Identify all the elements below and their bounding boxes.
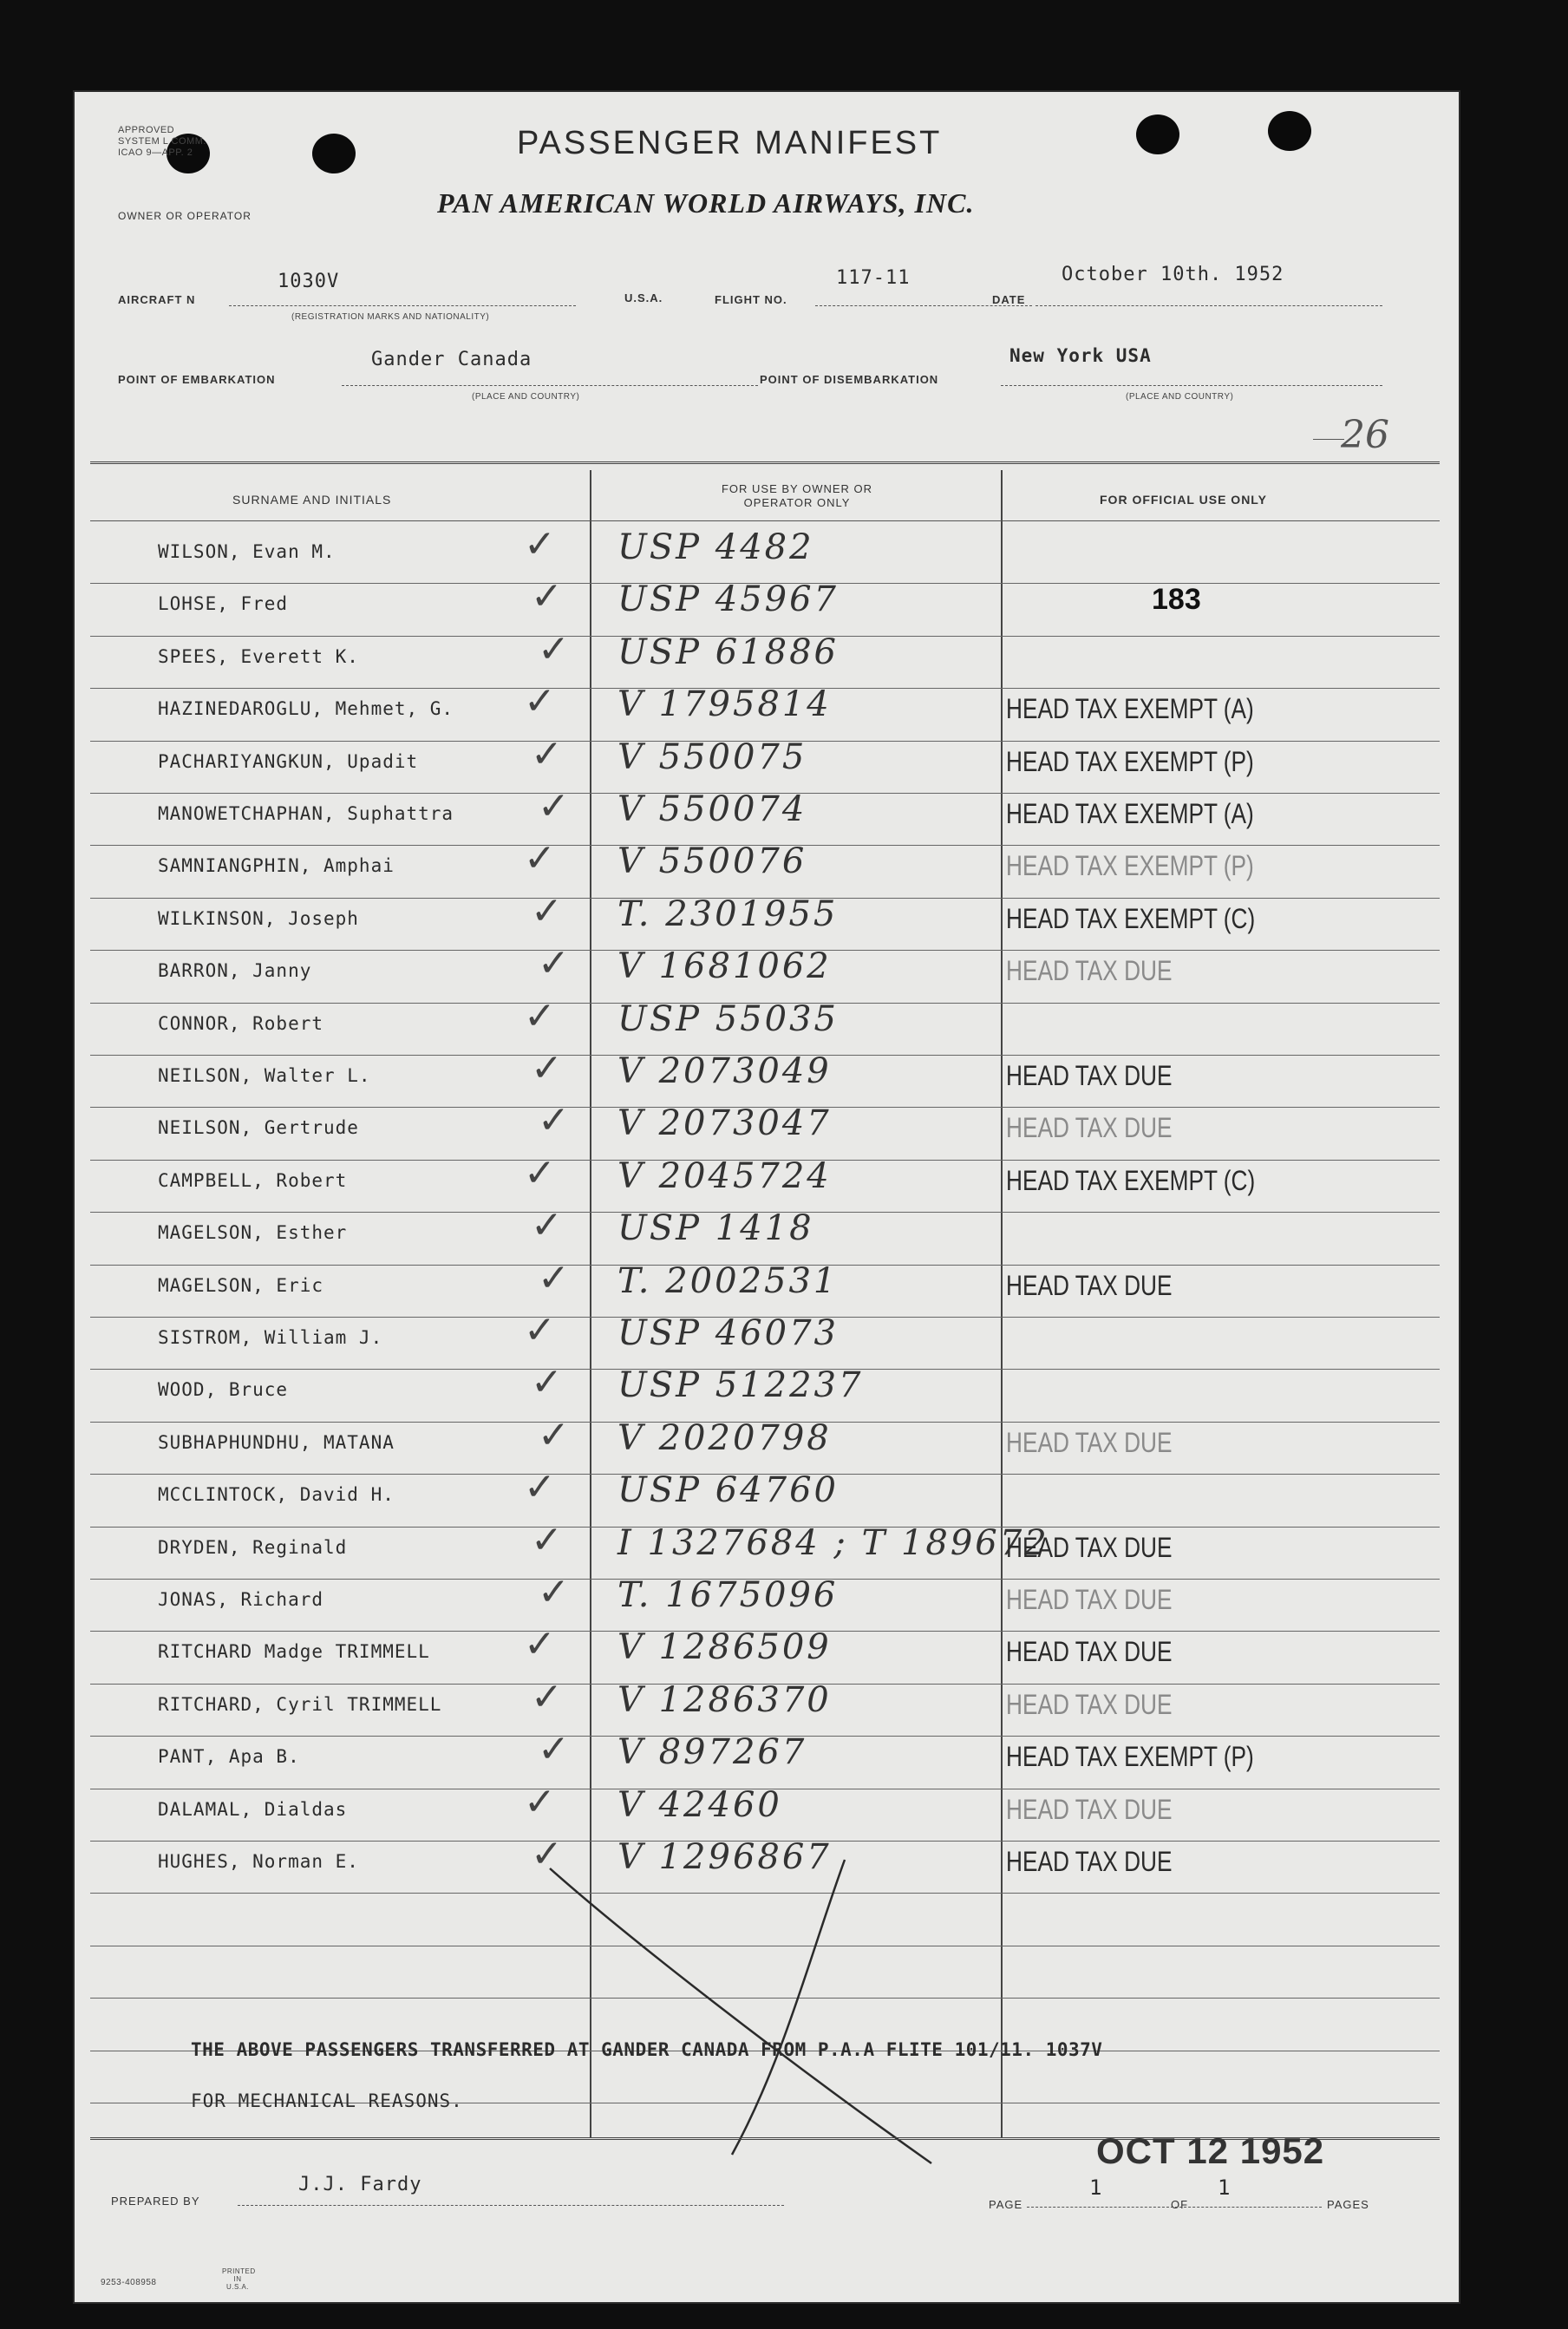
table-row	[73, 1308, 1460, 1371]
official-stamp: HEAD TAX EXEMPT (P)	[1006, 850, 1254, 882]
official-stamp: HEAD TAX DUE	[1006, 1793, 1173, 1825]
check-mark-icon: ✓	[524, 836, 556, 881]
table-row	[73, 1150, 1460, 1214]
passenger-name: DRYDEN, Reginald	[158, 1536, 348, 1558]
form-number: 9253-408958	[101, 2278, 157, 2287]
table-top-rule	[90, 461, 1440, 464]
table-row	[73, 731, 1460, 795]
owner-label: OWNER OR OPERATOR	[118, 210, 252, 222]
passenger-name: MANOWETCHAPHAN, Suphattra	[158, 803, 454, 824]
operator-name: PAN AMERICAN WORLD AIRWAYS, INC.	[437, 187, 975, 219]
printed-note: PRINTED IN U.S.A.	[222, 2267, 256, 2291]
page-number: 1	[1089, 2175, 1103, 2200]
table-row	[73, 1674, 1460, 1737]
document-number: V 550074	[617, 789, 807, 829]
passenger-name: DALAMAL, Dialdas	[158, 1798, 348, 1820]
usa-label: U.S.A.	[624, 291, 663, 304]
table-row	[73, 1622, 1460, 1685]
disembark-value: New York USA	[1009, 345, 1152, 366]
embark-value: Gander Canada	[371, 349, 532, 370]
table-row	[73, 1412, 1460, 1475]
document-number: USP 46073	[617, 1313, 839, 1353]
official-stamp: HEAD TAX DUE	[1006, 1060, 1173, 1091]
passenger-name: RITCHARD Madge TRIMMELL	[158, 1641, 430, 1663]
document-number: USP 1418	[617, 1208, 814, 1249]
check-mark-icon: ✓	[531, 888, 563, 933]
check-mark-icon: ✓	[524, 679, 556, 724]
check-mark-icon: ✓	[538, 1727, 570, 1772]
table-row	[73, 836, 1460, 899]
document-number: T. 2002531	[617, 1260, 839, 1301]
check-mark-icon: ✓	[538, 1255, 570, 1300]
aircraft-label: AIRCRAFT N	[118, 293, 196, 306]
column-header-names: SURNAME AND INITIALS	[232, 493, 392, 507]
cross-out-mark	[524, 1842, 957, 2172]
approved-line: SYSTEM L COMM.	[118, 136, 206, 147]
pages-label: PAGES	[1327, 2198, 1369, 2211]
header-rule	[90, 520, 1440, 521]
passenger-name: CAMPBELL, Robert	[158, 1169, 348, 1191]
table-row	[73, 993, 1460, 1057]
document-number: V 2073049	[617, 1051, 832, 1091]
passenger-name: MAGELSON, Esther	[158, 1222, 348, 1244]
table-row	[73, 1727, 1460, 1789]
official-stamp: HEAD TAX DUE	[1006, 1112, 1173, 1144]
official-stamp: HEAD TAX EXEMPT (P)	[1006, 1741, 1254, 1773]
check-mark-icon: ✓	[531, 1046, 563, 1090]
check-mark-icon: ✓	[524, 1779, 556, 1824]
passenger-name: CONNOR, Robert	[158, 1012, 324, 1034]
table-row	[73, 941, 1460, 1004]
official-stamp: HEAD TAX EXEMPT (A)	[1006, 798, 1254, 829]
passenger-name: SAMNIANGPHIN, Amphai	[158, 855, 395, 877]
official-stamp: HEAD TAX DUE	[1006, 1269, 1173, 1301]
document-number: V 1296867	[617, 1837, 832, 1877]
check-mark-icon: ✓	[538, 1570, 570, 1614]
aircraft-value: 1030V	[278, 271, 340, 292]
of-label: OF	[1171, 2198, 1189, 2211]
date-underline	[1036, 305, 1382, 306]
document-number: USP 55035	[617, 998, 839, 1039]
check-mark-icon: ✓	[531, 1674, 563, 1719]
check-mark-icon: ✓	[524, 1465, 556, 1510]
check-mark-icon: ✓	[538, 784, 570, 828]
passenger-name: LOHSE, Fred	[158, 593, 289, 615]
passenger-name: SPEES, Everett K.	[158, 645, 359, 667]
table-row	[73, 1098, 1460, 1161]
check-mark-icon: ✓	[531, 1360, 563, 1405]
prepared-underline	[238, 2205, 784, 2206]
transfer-note-reason: FOR MECHANICAL REASONS.	[191, 2090, 463, 2111]
document-number: USP 61886	[617, 631, 839, 672]
page-title: PASSENGER MANIFEST	[517, 125, 943, 161]
official-stamp: HEAD TAX EXEMPT (C)	[1006, 1164, 1256, 1196]
passenger-name: BARRON, Janny	[158, 960, 312, 982]
official-stamp: HEAD TAX EXEMPT (A)	[1006, 693, 1254, 725]
embark-label: POINT OF EMBARKATION	[118, 373, 276, 386]
passenger-name: WILSON, Evan M.	[158, 541, 336, 562]
official-stamp: HEAD TAX DUE	[1006, 1688, 1173, 1720]
pages-number: 1	[1218, 2175, 1232, 2200]
passenger-name: MCCLINTOCK, David H.	[158, 1484, 395, 1506]
document-number: USP 512237	[617, 1365, 864, 1406]
manifest-sheet	[73, 90, 1460, 2304]
check-mark-icon: ✓	[524, 993, 556, 1038]
official-stamp: HEAD TAX DUE	[1006, 1846, 1173, 1877]
table-row	[73, 1255, 1460, 1318]
approved-block	[118, 125, 206, 159]
punch-hole	[312, 134, 356, 173]
table-row	[73, 1046, 1460, 1109]
official-stamp: HEAD TAX EXEMPT (C)	[1006, 902, 1256, 934]
document-number: V 1681062	[617, 946, 832, 987]
page-underline	[1027, 2207, 1322, 2208]
check-mark-icon: ✓	[524, 1308, 556, 1352]
document-number: V 42460	[617, 1784, 782, 1825]
passenger-name: SISTROM, William J.	[158, 1327, 383, 1348]
passenger-name: WOOD, Bruce	[158, 1379, 289, 1401]
check-mark-icon: ✓	[538, 1098, 570, 1143]
official-stamp: HEAD TAX DUE	[1006, 955, 1173, 987]
official-stamp: HEAD TAX DUE	[1006, 1531, 1173, 1563]
transfer-note: THE ABOVE PASSENGERS TRANSFERRED AT GANDER CANADA FROM P.A.A FLITE 101/11. 1037V	[191, 2039, 1103, 2060]
punch-hole	[1268, 111, 1311, 151]
document-number: V 1286370	[617, 1679, 832, 1720]
check-mark-icon: ✓	[531, 731, 563, 776]
received-date-stamp: OCT 12 1952	[1096, 2130, 1325, 2171]
passenger-name: SUBHAPHUNDHU, MATANA	[158, 1431, 395, 1453]
check-mark-icon: ✓	[524, 522, 556, 566]
approved-line: APPROVED	[118, 125, 175, 135]
disembark-label: POINT OF DISEMBARKATION	[760, 373, 939, 386]
table-row	[73, 784, 1460, 847]
check-mark-icon: ✓	[538, 1412, 570, 1457]
document-number: T. 1675096	[617, 1575, 839, 1615]
disembark-underline	[1001, 385, 1382, 386]
approved-line: ICAO 9—APP. 2	[118, 147, 193, 158]
passenger-name: JONAS, Richard	[158, 1589, 324, 1610]
document-number: V 2045724	[617, 1155, 832, 1196]
check-mark-icon: ✓	[531, 574, 563, 619]
passenger-name: HUGHES, Norman E.	[158, 1851, 359, 1872]
column-header-owner: FOR USE BY OWNER OR OPERATOR ONLY	[721, 482, 873, 509]
check-mark-icon: ✓	[531, 1832, 563, 1876]
table-row	[73, 1517, 1460, 1580]
official-stamp: HEAD TAX DUE	[1006, 1636, 1173, 1668]
check-mark-icon: ✓	[531, 1203, 563, 1248]
table-row	[73, 574, 1460, 637]
disembark-place-note: (PLACE AND COUNTRY)	[1126, 392, 1234, 402]
check-mark-icon: ✓	[538, 626, 570, 671]
passenger-name: PANT, Apa B.	[158, 1746, 300, 1768]
official-stamp: HEAD TAX DUE	[1006, 1426, 1173, 1458]
official-stamp: HEAD TAX DUE	[1006, 1584, 1173, 1615]
table-row	[73, 1203, 1460, 1266]
check-mark-icon: ✓	[524, 1150, 556, 1195]
document-number: V 1286509	[617, 1627, 832, 1668]
passenger-name: NEILSON, Gertrude	[158, 1117, 359, 1139]
document-number: V 550076	[617, 841, 807, 882]
aircraft-underline	[229, 305, 576, 306]
check-mark-icon: ✓	[524, 1622, 556, 1667]
punch-hole	[1136, 114, 1179, 154]
embark-underline	[342, 385, 758, 386]
page-label: PAGE	[989, 2198, 1023, 2211]
passenger-name: NEILSON, Walter L.	[158, 1065, 371, 1086]
date-value: October 10th. 1952	[1062, 264, 1284, 285]
prepared-label: PREPARED BY	[111, 2195, 200, 2208]
document-number: V 550075	[617, 736, 807, 777]
corner-note: 26	[1341, 413, 1389, 457]
flight-value: 117-11	[836, 267, 911, 289]
document-number: V 897267	[617, 1732, 807, 1773]
passenger-name: MAGELSON, Eric	[158, 1274, 324, 1296]
check-mark-icon: ✓	[531, 1517, 563, 1562]
document-number: V 2020798	[617, 1417, 832, 1458]
flight-label: FLIGHT NO.	[715, 293, 787, 306]
document-number: USP 45967	[617, 579, 839, 620]
column-header-official: FOR OFFICIAL USE ONLY	[1100, 493, 1267, 507]
passenger-name: RITCHARD, Cyril TRIMMELL	[158, 1693, 442, 1715]
corner-dash	[1313, 439, 1344, 440]
official-number: 183	[1152, 583, 1201, 616]
passenger-name: PACHARIYANGKUN, Upadit	[158, 750, 419, 772]
table-row	[73, 679, 1460, 742]
table-row	[73, 1779, 1460, 1842]
official-stamp: HEAD TAX EXEMPT (P)	[1006, 745, 1254, 777]
passenger-name: HAZINEDAROGLU, Mehmet, G.	[158, 698, 454, 720]
table-row	[73, 888, 1460, 952]
document-number: V 2073047	[617, 1103, 832, 1144]
registration-note: (REGISTRATION MARKS AND NATIONALITY)	[291, 312, 490, 322]
table-row	[73, 1570, 1460, 1632]
document-number: USP 4482	[617, 527, 814, 567]
table-row	[73, 1465, 1460, 1528]
table-row	[73, 522, 1460, 585]
date-label: DATE	[992, 293, 1026, 306]
check-mark-icon: ✓	[538, 941, 570, 986]
prepared-value: J.J. Fardy	[298, 2174, 422, 2195]
document-number: T. 2301955	[617, 893, 839, 934]
passenger-name: WILKINSON, Joseph	[158, 907, 359, 929]
embark-place-note: (PLACE AND COUNTRY)	[472, 392, 580, 402]
table-row	[73, 1360, 1460, 1423]
document-number: USP 64760	[617, 1470, 839, 1511]
document-number: V 1795814	[617, 684, 832, 725]
table-row	[73, 626, 1460, 690]
document-number: I 1327684 ; T 189672	[617, 1522, 1049, 1563]
